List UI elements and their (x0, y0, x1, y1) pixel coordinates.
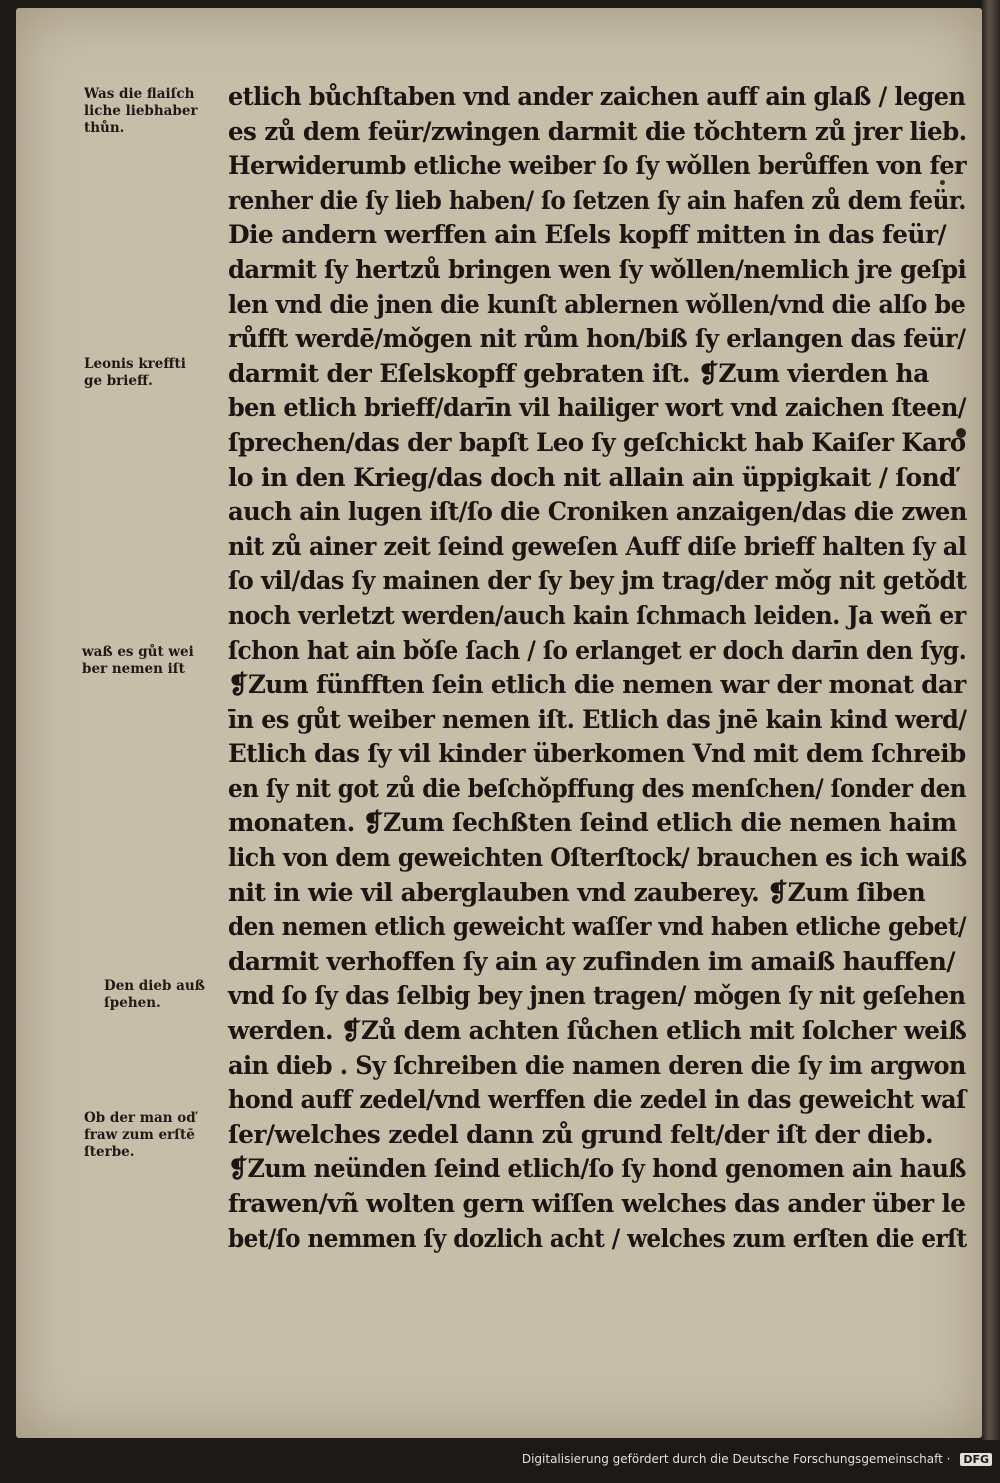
digitization-credit (0, 1452, 992, 1466)
text-line: den nemen etlich geweicht waſſer vnd haben etliche gebet/ (228, 912, 966, 942)
text-line: ❡Zum neünden ſeind etlich/ſo ſy hond genomen ain hauß (228, 1154, 966, 1184)
text-line: ſchon hat ain bǒſe ſach / ſo erlanget er doch darīn den ſyg. (228, 635, 967, 665)
text-line: Die andern werffen ain Eſels kopff mitten in das feür/ (228, 220, 946, 250)
marginal-note-2 (84, 356, 186, 390)
text-line: darmit verhoffen ſy ain ay zufinden im amaiß hauffen/ (228, 946, 955, 976)
marginal-note-line: Was die flaiſch (84, 86, 195, 102)
text-line: růfft werdē/mǒgen nit rům hon/biß ſy erlangen das feür/ (228, 324, 966, 354)
text-line: auch ain lugen iſt/ſo die Croniken anzaigen/das die zwen (228, 497, 967, 527)
marginal-note-line: liche liebhaber (84, 103, 198, 119)
text-line: monaten. ❡Zum ſechßten ſeind etlich die nemen haim (228, 808, 957, 838)
text-line: frawen/vñ wolten gern wiſſen welches das ander über le (228, 1189, 966, 1218)
credit-text: Digitalisierung gefördert durch die Deutsche Forschungsgemeinschaft · (521, 1452, 951, 1466)
text-line: ben etlich brieff/darīn vil hailiger wort vnd zaichen ſteen/ (228, 393, 966, 423)
text-line: ſprechen/das der bapſt Leo ſy geſchickt hab Kaiſer Karo (228, 427, 966, 457)
text-line: renher die ſy lieb haben/ ſo ſetzen ſy ain hafen zů dem feür. (228, 185, 966, 215)
main-text-block (228, 80, 968, 1256)
text-line: werden. ❡Zů dem achten ſůchen etlich mit ſolcher weiß (228, 1016, 967, 1046)
marginal-note-line: ſterbe. (84, 1144, 135, 1160)
text-line: darmit der Eſelskopff gebraten iſt. ❡Zum vierden ha (228, 358, 929, 388)
dfg-logo: DFG (960, 1453, 992, 1466)
text-line: Etlich das ſy vil kinder überkomen Vnd mit dem ſchreib (228, 739, 966, 769)
text-line: ain dieb . Sy ſchreiben die namen deren die ſy im argwon (228, 1050, 966, 1080)
text-line: nit zů ainer zeit ſeind geweſen Auff diſe brieff halten ſy al (228, 531, 967, 561)
text-line: nit in wie vil aberglauben vnd zauberey. ❡Zum ſiben (228, 877, 926, 907)
text-line: ſo vil/das ſy mainen der ſy bey jm trag/der mǒg nit getǒdt (228, 566, 967, 596)
text-line: lo in den Krieg/das doch nit allain ain üppigkait / ſonď (228, 462, 956, 492)
marginal-note-line: Leonis kreffti (84, 356, 186, 372)
marginal-note-5 (84, 1110, 196, 1161)
marginal-note-line: waß es gůt wei (82, 644, 194, 660)
text-line: len vnd die jnen die kunſt ablernen wǒllen/vnd die alſo be (228, 289, 966, 319)
marginal-note-3 (82, 644, 194, 678)
book-gutter (982, 0, 1000, 1440)
marginal-note-line: ber nemen iſt (82, 661, 185, 677)
text-line: Herwiderumb etliche weiber ſo ſy wǒllen berůffen von fer (228, 151, 967, 181)
text-line: īn es gůt weiber nemen iſt. Etlich das jnē kain kind werd/ (228, 704, 967, 734)
text-line: noch verletzt werden/auch kain ſchmach leiden. Ja weñ er (228, 600, 966, 630)
text-line: darmit ſy hertzů bringen wen ſy wǒllen/nemlich jre geſpi (228, 254, 967, 284)
text-line: hond auff zedel/vnd werffen die zedel in das geweicht waſ (228, 1085, 966, 1115)
text-line: etlich bůchſtaben vnd ander zaichen auff ain glaß / legen (228, 82, 966, 111)
text-line: ❡Zum fünfften ſein etlich die nemen war der monat dar (228, 670, 966, 700)
text-line: ſer/welches zedel dann zů grund felt/der iſt der dieb. (228, 1119, 934, 1149)
marginal-note-line: fraw zum erſtē (84, 1127, 195, 1143)
text-line: es zů dem feür/zwingen darmit die tǒchtern zů jrer lieb. (228, 116, 967, 146)
marginal-note-line: thůn. (84, 120, 125, 136)
text-line: lich von dem geweichten Oſterſtock/ brauchen es ich waiß (228, 843, 967, 873)
marginal-note-line: Den dieb auß (104, 978, 205, 994)
marginal-note-4 (104, 978, 205, 1012)
marginal-note-1 (84, 86, 198, 137)
marginal-note-line: ge brieff. (84, 373, 153, 389)
marginal-note-line: ſpehen. (104, 995, 161, 1011)
text-line: bet/ſo nemmen ſy dozlich acht / welches zum erſten die erſt (228, 1223, 967, 1253)
text-line: en ſy nit got zů die beſchǒpffung des menſchen/ ſonder den (228, 773, 967, 803)
marginal-note-line: Ob der man oď (84, 1110, 196, 1126)
text-line: vnd ſo ſy das ſelbig bey jnen tragen/ mǒgen ſy nit geſehen (228, 981, 966, 1011)
